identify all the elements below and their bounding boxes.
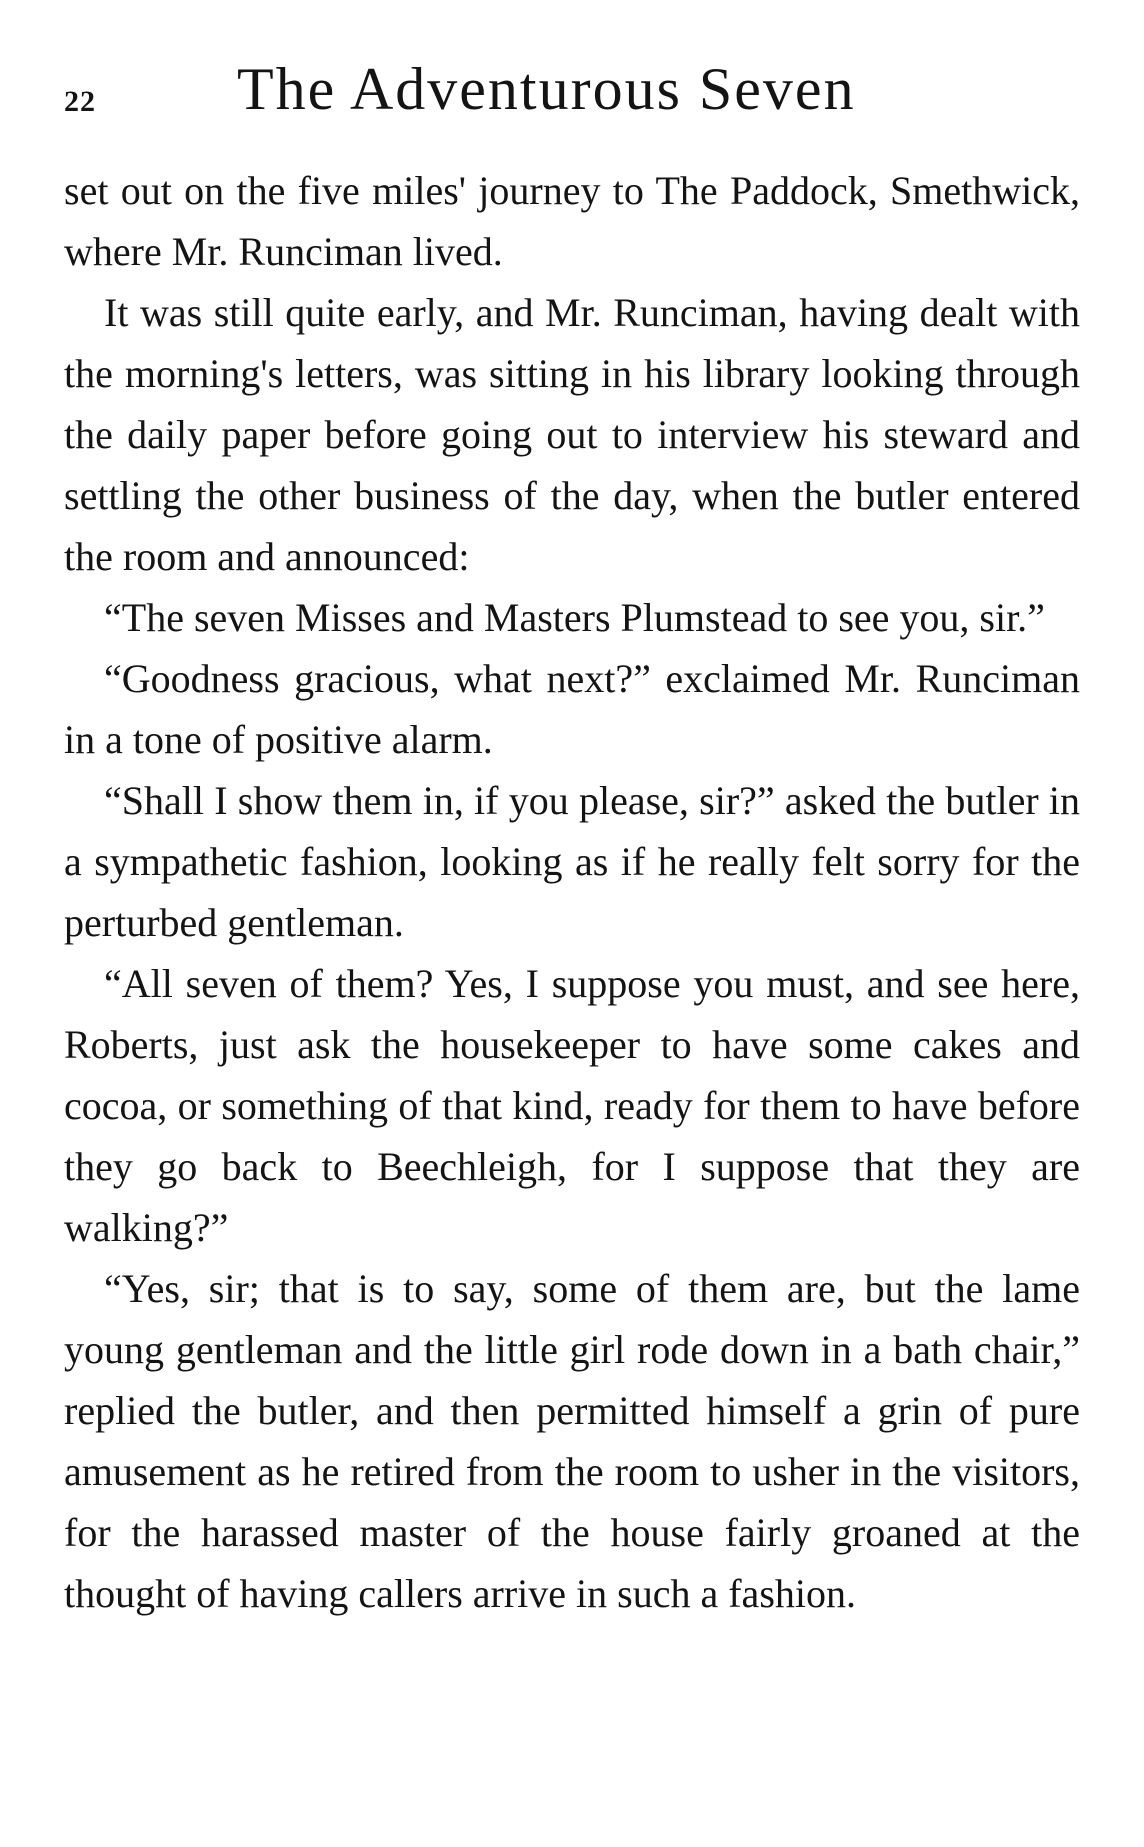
paragraph: “The seven Misses and Masters Plumstead to see you, sir.” xyxy=(104,595,1045,640)
body-text xyxy=(64,160,1080,1624)
paragraph: It was still quite early, and Mr. Runciman, having dealt with the morning's letters, was sitting in his library looking through the daily paper before going out to interview his steward and settling the other business of the day, when the butler entered the room and announced: xyxy=(64,290,1080,579)
paragraph: “Shall I show them in, if you please, sir?” asked the butler in a sympathetic fashion, looking as if he really felt sorry for the perturbed gentleman. xyxy=(64,778,1080,945)
paragraph-continuation: set out on the five miles' journey to The Paddock, Smethwick, where Mr. Runciman lived. xyxy=(64,168,1080,274)
page-number: 22 xyxy=(64,85,96,118)
paragraph: “Yes, sir; that is to say, some of them are, but the lame young gentleman and the little girl rode down in a bath chair,” replied the butler, and then permitted himself a grin of pure amusement as he retired from the room to usher in the visitors, for the harassed master of the house fairly groaned at the thought of having callers arrive in such a fashion. xyxy=(64,1266,1080,1616)
running-title: The Adventurous Seven xyxy=(237,56,856,122)
paragraph: “Goodness gracious, what next?” exclaimed Mr. Runciman in a tone of positive alarm. xyxy=(64,656,1080,762)
page-header xyxy=(0,55,1144,135)
paragraph: “All seven of them? Yes, I suppose you must, and see here, Roberts, just ask the housekeeper to have some cakes and cocoa, or something of that kind, ready for them to have before they go back to Beechleigh, for I suppose that they are walking?” xyxy=(64,961,1080,1250)
